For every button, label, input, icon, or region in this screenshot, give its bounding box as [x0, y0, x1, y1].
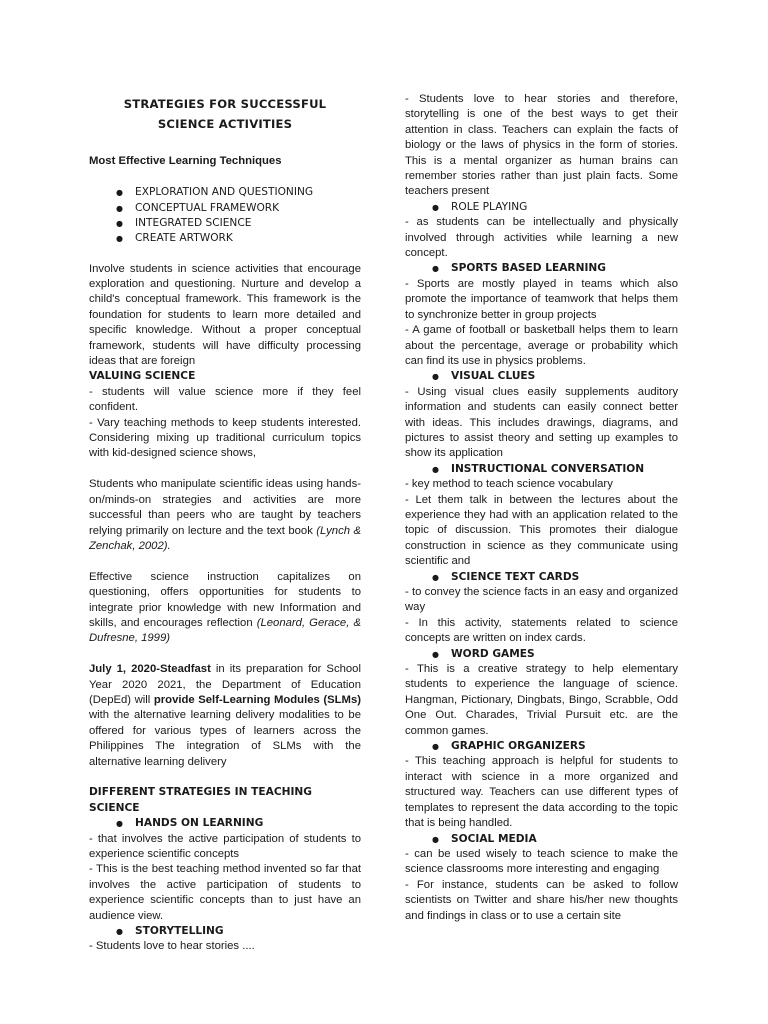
graphic-organizers-heading: ● GRAPHIC ORGANIZERS	[432, 740, 586, 753]
hands-on-paragraph-1: - that involves the active participation of students to experience scientific concepts	[89, 832, 361, 860]
intro-paragraph: Involve students in science activities that encourage exploration and questioning. Nurture and develop a child's conceptual framework. This framework is the foundation for students to learn more detailed and specific knowledge. Without a proper conceptual framework, students will have difficulty processing ideas that are foreign	[89, 262, 361, 368]
list-item: ● CREATE ARTWORK	[89, 231, 361, 246]
word-games-heading: ● WORD GAMES	[432, 647, 535, 660]
deped-date: July 1, 2020-Steadfast	[89, 663, 211, 676]
manipulate-paragraph: Students who manipulate scientific ideas using hands-on/minds-on strategies and activities are more successful than peers who are taught by teachers relying primarily on lecture and the text book (Lynch & Zenchak, 2002).	[89, 478, 361, 552]
graphic-organizers-paragraph: - This teaching approach is helpful for students to interact with science in a more organized and structured way. Teachers can use different types of templates to represent the data according to the topic that is being handled.	[405, 755, 678, 830]
hands-on-paragraph-2: - This is the best teaching method invented so far that involves the active participation of students to experience scientific concepts than to just have an audience view.	[89, 863, 361, 922]
subtitle-learning-techniques: Most Effective Learning Techniques	[89, 155, 282, 167]
document-title	[89, 94, 361, 134]
left-column	[89, 92, 361, 955]
hands-on-heading: ● HANDS ON LEARNING	[116, 817, 264, 830]
word-games-paragraph: - This is a creative strategy to help elementary students to experience the language of science. Hangman, Pictionary, Dingbats, Bingo, Scrabble, Odd One Out. Charades, Trivial Pursuit etc. are the common games.	[405, 663, 678, 737]
text-cards-paragraph-2: - In this activity, statements related to science concepts are written on index cards.	[405, 616, 678, 645]
role-playing-paragraph: - as students can be intellectually and physically involved through activities while learning a new concept.	[405, 216, 678, 260]
storytelling-heading: ● STORYTELLING	[116, 925, 224, 938]
citation-lynch: (Lynch & Zenchak, 2002).	[89, 524, 361, 552]
social-media-paragraph-1: - can be used wisely to teach science to make the science classrooms more interesting and engaging	[405, 847, 678, 876]
sports-paragraph-1: - Sports are mostly played in teams which also promote the importance of teamwork that helps them to synchronize better in group projects	[405, 277, 678, 321]
effective-paragraph: Effective science instruction capitalizes on questioning, offers opportunities for students to integrate prior knowledge with new Information and skills, and encourages reflection (Leonard, Gerace, & Dufresne, 1999)	[89, 570, 361, 645]
conversation-paragraph-2: - Let them talk in between the lectures about the experience they had with an application related to the topic of discussion. This promotes their dialogue construction in science as they communicate using scientific and	[405, 493, 678, 568]
sports-paragraph-2: - A game of football or basketball helps them to learn about the percentage, average or probability which can find its use in physics problems.	[405, 324, 678, 367]
text-cards-heading: ● SCIENCE TEXT CARDS	[432, 570, 580, 583]
strategies-heading: DIFFERENT STRATEGIES IN TEACHING SCIENCE	[89, 786, 312, 814]
visual-clues-heading: ● VISUAL CLUES	[432, 370, 536, 383]
valuing-paragraph-1: - students will value science more if they feel confident.	[89, 385, 361, 414]
conversation-heading: ● INSTRUCTIONAL CONVERSATION	[432, 462, 645, 475]
visual-clues-paragraph: - Using visual clues easily supplements auditory information and students can easily connect better with ideas. This includes drawings, diagrams, and pictures to assist theory and setting up examples to show its application	[405, 385, 678, 460]
deped-paragraph: July 1, 2020-Steadfast in its preparation for School Year 2020 2021, the Department of Education (DepEd) will provide Self-Learning Modules (SLMs) with the alternative learning delivery modalities to be offered for various types of learners across the Philippines The integration of SLMs with the alternative learning delivery	[89, 663, 362, 768]
sports-heading: ● SPORTS BASED LEARNING	[432, 262, 606, 275]
techniques-list	[89, 185, 361, 246]
storytelling-paragraph: - Students love to hear stories ....	[89, 940, 255, 953]
valuing-science-heading: VALUING SCIENCE	[89, 370, 196, 383]
title-line-1: STRATEGIES FOR SUCCESSFUL	[123, 97, 327, 111]
right-column	[405, 92, 678, 924]
conversation-paragraph-1: - key method to teach science vocabulary	[405, 478, 613, 491]
deped-slm: provide Self-Learning Modules (SLMs)	[153, 693, 362, 706]
list-item: ● CONCEPTUAL FRAMEWORK	[89, 201, 361, 216]
list-item: ● INTEGRATED SCIENCE	[89, 216, 361, 231]
text-cards-paragraph-1: - to convey the science facts in an easy and organized way	[405, 586, 678, 614]
storytelling-continued: - Students love to hear stories and therefore, storytelling is one of the best ways to get their attention in class. Teachers can explain the facts of biology or the laws of physics in the form of stories. This is a mental organizer as human brains can remember stories rather than just plain facts. Some teachers present	[405, 93, 678, 198]
role-playing-heading: ● ROLE PLAYING	[432, 200, 528, 213]
social-media-paragraph-2: - For instance, students can be asked to follow scientists on Twitter and share his/her new thoughts and findings in class or to use a certain site	[405, 878, 678, 922]
title-line-2: SCIENCE ACTIVITIES	[157, 117, 293, 131]
list-item: ● EXPLORATION AND QUESTIONING	[89, 185, 361, 200]
social-media-heading: ● SOCIAL MEDIA	[432, 832, 537, 845]
valuing-paragraph-2: - Vary teaching methods to keep students interested. Considering mixing up traditional curriculum topics with kid-designed science shows,	[89, 416, 361, 460]
citation-leonard: (Leonard, Gerace, & Dufresne, 1999)	[89, 616, 361, 645]
